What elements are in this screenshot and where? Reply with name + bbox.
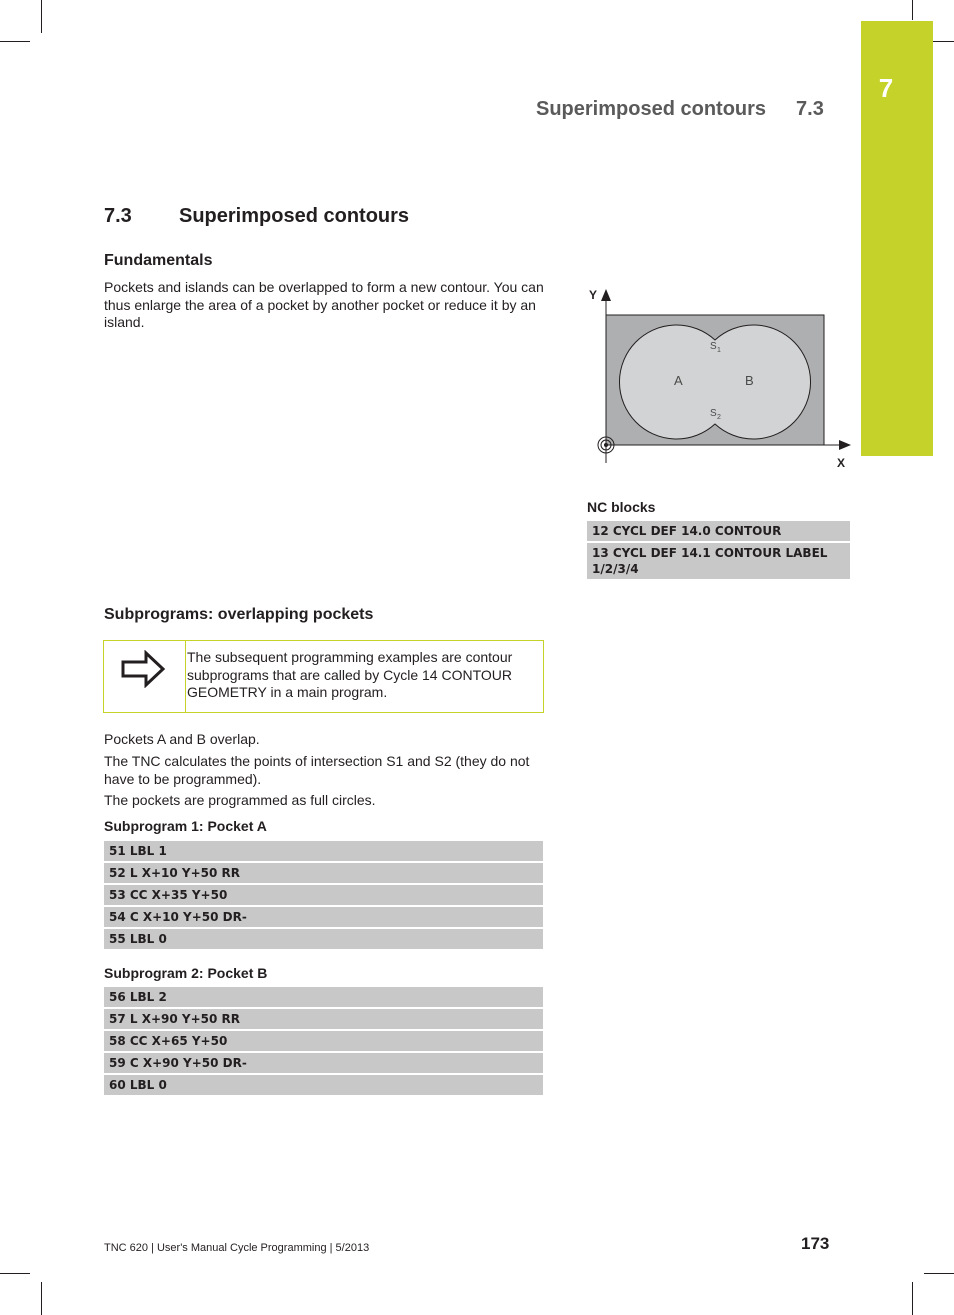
note-text: The subsequent programming examples are contour subprograms that are called by Cycle 14 CONTOUR GEOMETRY in a main program. [187, 649, 513, 700]
subprograms-heading: Subprograms: overlapping pockets [104, 606, 374, 623]
code-row [104, 987, 543, 1007]
code-row [104, 863, 543, 883]
crop-mark [0, 1273, 30, 1274]
running-header-section: 7.3 [796, 98, 824, 120]
note-divider [185, 641, 186, 712]
chapter-tab [861, 21, 933, 456]
running-header-title: Superimposed contours [536, 98, 767, 120]
x-axis-arrow [839, 440, 851, 450]
section-title: Superimposed contours [179, 205, 410, 227]
subprogram-2-heading: Subprogram 2: Pocket B [104, 965, 268, 981]
subprogram-1-table [104, 839, 543, 951]
fundamentals-paragraph: Pockets and islands can be overlapped to form a new contour. You can thus enlarge the area of a pocket by another pocket or reduce it by an island. [104, 279, 544, 330]
code-row [104, 1075, 543, 1095]
code-line: 55 LBL 0 [109, 932, 167, 946]
crop-mark [912, 1282, 913, 1315]
code-row [104, 1009, 543, 1029]
code-line: 60 LBL 0 [109, 1078, 167, 1092]
nc-blocks-heading: NC blocks [587, 499, 656, 515]
code-row [587, 543, 850, 579]
fundamentals-heading: Fundamentals [104, 252, 213, 269]
code-line: 52 L X+10 Y+50 RR [109, 866, 240, 880]
pocket-a-label: A [674, 373, 683, 388]
code-line: 53 CC X+35 Y+50 [109, 888, 228, 902]
code-row [104, 1053, 543, 1073]
code-line: 58 CC X+65 Y+50 [109, 1034, 228, 1048]
code-row [104, 1031, 543, 1051]
code-line: 56 LBL 2 [109, 990, 167, 1004]
arrow-right-icon [120, 650, 166, 688]
chapter-number: 7 [878, 73, 894, 103]
note-box [103, 640, 544, 713]
code-row [587, 521, 850, 541]
code-line: 51 LBL 1 [109, 844, 167, 858]
crop-mark [912, 0, 913, 20]
crop-mark [41, 0, 42, 33]
code-line: 59 C X+90 Y+50 DR- [109, 1056, 247, 1070]
code-row [104, 841, 543, 861]
crop-mark [0, 41, 30, 42]
code-line: 13 CYCL DEF 14.1 CONTOUR LABEL 1/2/3/4 [592, 546, 828, 576]
intersection-s1-label: S [710, 341, 717, 352]
code-row [104, 907, 543, 927]
y-axis-label: Y [589, 288, 598, 302]
code-line: 54 C X+10 Y+50 DR- [109, 910, 247, 924]
y-axis-arrow [601, 289, 611, 301]
section-heading [104, 205, 409, 228]
code-line: 12 CYCL DEF 14.0 CONTOUR [592, 524, 782, 538]
subprogram-2-table [104, 985, 543, 1097]
paragraph-intersections: The TNC calculates the points of intersection S1 and S2 (they do not have to be programmed). [104, 753, 530, 787]
pocket-b-label: B [745, 373, 754, 388]
crop-mark [924, 1273, 954, 1274]
code-row [104, 885, 543, 905]
footer-text: TNC 620 | User's Manual Cycle Programming | 5/2013 [104, 1242, 370, 1254]
running-header [536, 98, 824, 121]
intersection-s1-subscript: 1 [717, 347, 721, 354]
code-row [104, 929, 543, 949]
intersection-s2-label: S [710, 408, 717, 419]
nc-blocks-table [587, 519, 850, 581]
paragraph-overlap: Pockets A and B overlap. [104, 731, 260, 747]
crop-mark [41, 1282, 42, 1315]
paragraph-full-circles: The pockets are programmed as full circles. [104, 792, 376, 808]
intersection-s2-subscript: 2 [717, 414, 721, 421]
x-axis-label: X [837, 456, 846, 470]
superimposed-contours-figure [585, 283, 855, 473]
code-line: 57 L X+90 Y+50 RR [109, 1012, 240, 1026]
section-number: 7.3 [104, 205, 132, 227]
page-number: 173 [801, 1234, 830, 1253]
subprogram-1-heading: Subprogram 1: Pocket A [104, 818, 267, 834]
